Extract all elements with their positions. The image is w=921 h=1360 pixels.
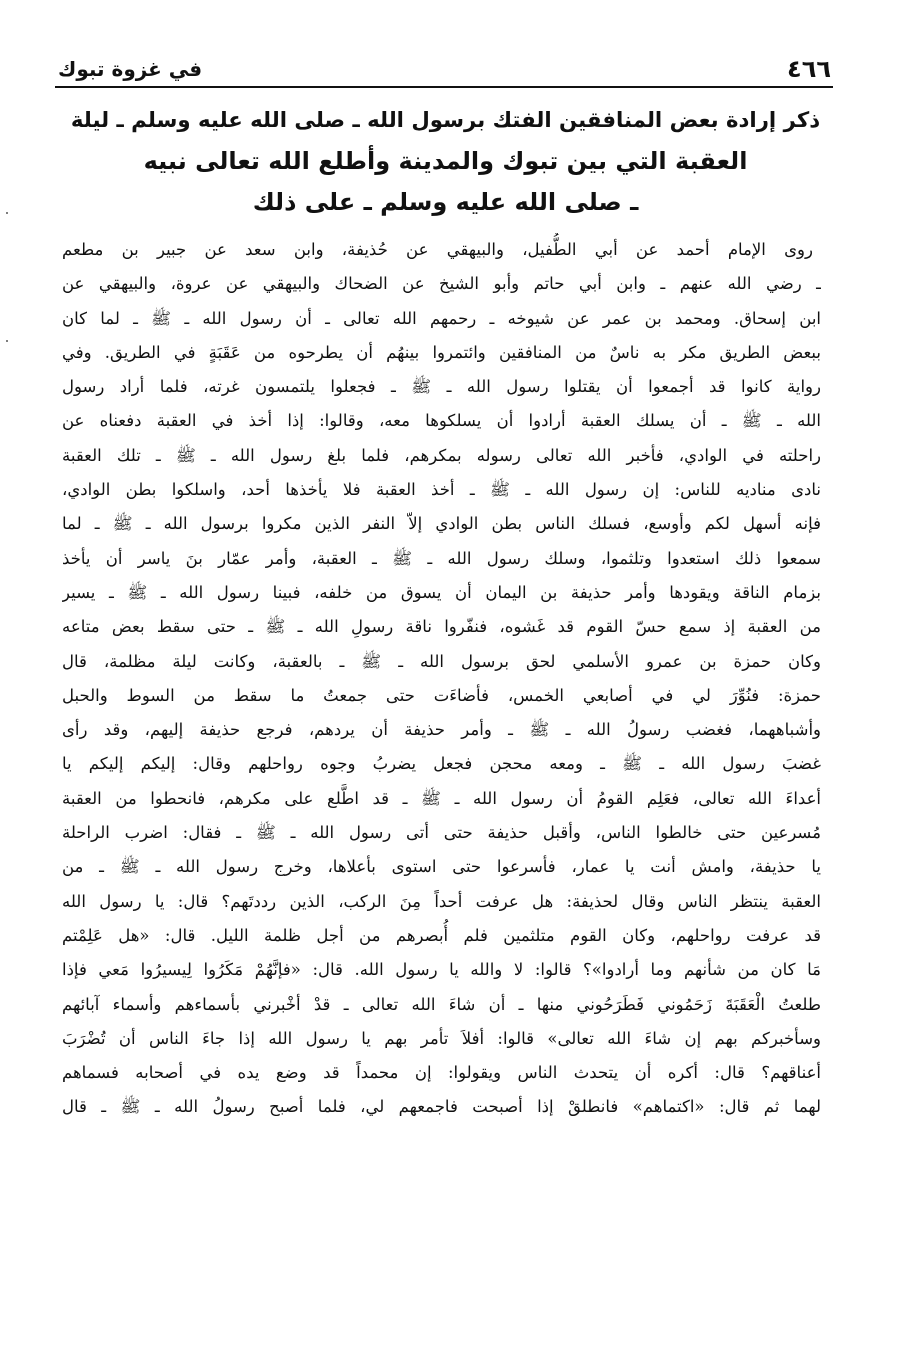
body-line: راحلته في الوادي، فأخبر الله تعالى رسوله بمكرهم، فلما بلغ رسول الله ـ ﷺ ـ تلك العقبة bbox=[62, 445, 821, 465]
chapter-title-line: ذكر إرادة بعض المنافقين الفتك برسول الله ـ صلى الله عليه وسلم ـ ليلة bbox=[70, 108, 821, 133]
body-line: يا حذيفة، وامش أنت يا عمار، فأسرعوا حتى استوى بأعلاها، وخرج رسول الله ـ ﷺ ـ من bbox=[62, 857, 821, 877]
body-line: مَا كان من شأنهم وما أرادوا»؟ قالوا: لا والله يا رسول الله. قال: «فإنَّهُمْ مَكَرُوا لِيسيرُوا مَعي فإذا bbox=[62, 960, 821, 980]
chapter-title-line: ـ صلى الله عليه وسلم ـ على ذلك bbox=[252, 188, 639, 216]
scan-speck bbox=[6, 340, 8, 342]
scan-speck bbox=[6, 212, 8, 214]
body-line: نادى مناديه للناس: إن رسول الله ـ ﷺ ـ أخذ العقبة فلا يأخذها أحد، واسلكوا بطن الوادي، bbox=[62, 480, 821, 500]
body-line: فإنه أسهل لكم وأوسع، فسلك الناس بطن الوادي إلاّ النفر الذين مكروا برسول الله ـ ﷺ ـ لما bbox=[62, 514, 821, 534]
header-rule bbox=[55, 86, 833, 88]
body-line: أعناقهم؟ قال: أكره أن يتحدث الناس ويقولوا: إن محمداً قد وضع يده في أصحابه فسماهم bbox=[62, 1063, 821, 1083]
body-line: حمزة: فنُوِّرَ لي في أصابعي الخمس، فأضاءَت حتى جمعتُ ما سقط من السوط والحبل bbox=[62, 685, 821, 705]
body-line: وكان حمزة بن عمرو الأسلمي لحق برسول الله ـ ﷺ ـ بالعقبة، وكانت ليلة مظلمة، قال bbox=[62, 651, 821, 671]
body-line: مُسرعين حتى خالطوا الناس، وأقبل حذيفة حتى أتى رسول الله ـ ﷺ ـ فقال: اضرب الراحلة bbox=[62, 823, 821, 843]
body-line: الله ـ ﷺ ـ أن يسلك العقبة أرادوا أن يسلكوها معه، وقالوا: إذا أخذ في العقبة دفعناه عن bbox=[62, 411, 821, 431]
body-line: سمعوا ذلك استعدوا وتلثموا، وسلك رسول الله ـ ﷺ ـ العقبة، وأمر عمّار بنَ ياسر أن يأخذ bbox=[62, 548, 821, 568]
body-line: قد عرفت رواحلهم، وكان القوم متلثمين فلم أُبصرهم من أجل ظلمة الليل. قال: «هل عَلِمْتم bbox=[62, 925, 821, 945]
page-number: ٤٦٦ bbox=[787, 55, 831, 83]
body-line: ـ رضي الله عنهم ـ وابن أبي حاتم وأبو الشيخ عن الضحاك والبيهقي عن عروة، والبيهقي عن bbox=[62, 274, 821, 294]
body-line: رواية كانوا قد أجمعوا أن يقتلوا رسول الله ـ ﷺ ـ فجعلوا يلتمسون غرته، فلما أراد رسول bbox=[62, 377, 821, 397]
chapter-title bbox=[70, 100, 821, 223]
body-line: وسأخبركم بهم إن شاءَ الله تعالى» قالوا: أفلاَ تأمر بهم يا رسول الله إذا جاءَ الناس أن تُضْرَبَ bbox=[62, 1028, 821, 1048]
body-line: روى الإمام أحمد عن أبي الطُّفيل، والبيهقي عن حُذيفة، وابن سعد عن جبير بن مطعم bbox=[62, 240, 813, 259]
body-line: العقبة ينتظر الناس وقال لحذيفة: هل عرفت أحداً مِنَ الركب، الذين رددتَهم؟ قال: يا رسول الله bbox=[62, 891, 821, 911]
running-head: في غزوة تبوك bbox=[58, 57, 203, 81]
body-line: أعداءَ الله تعالى، فعَلِم القومُ أن رسول الله ـ ﷺ ـ قد اطَّلع على مكرهم، فانحطوا من العقبة bbox=[62, 788, 821, 808]
body-line: لهما ثم قال: «اكتماهم» فانطلقْ إذا أصبحت فاجمعهم لي، فلما أصبح رسولُ الله ـ ﷺ ـ قال bbox=[62, 1097, 821, 1117]
body-line: طلعتُ الْعَقَبَةَ زَحَمُوني فَطَرَحُوني منها ـ أن شاءَ الله تعالى ـ قدْ أخْبرني بأسماءهم وأسماء آبائهم bbox=[62, 994, 821, 1014]
body-line: وأشباههما، فغضب رسولُ الله ـ ﷺ ـ وأمر حذيفة أن يردهم، فرجع حذيفة إليهم، وقد رأى bbox=[62, 720, 821, 740]
body-text bbox=[62, 233, 821, 1125]
page-header bbox=[58, 44, 831, 84]
body-line: ببعض الطريق مكر به ناسٌ من المنافقين وائتمروا بينهُم أن يطرحوه من عَقَبَةٍ في الطريق. وفي bbox=[62, 342, 821, 362]
body-line: من العقبة إذ سمع حسّ القوم قد غَشوه، فنفّروا ناقة رسولِ الله ـ ﷺ ـ حتى سقط بعض متاعه bbox=[62, 617, 821, 637]
body-line: غضبَ رسول الله ـ ﷺ ـ ومعه محجن فجعل يضربُ وجوه رواحلهم وقال: إليكم إليكم يا bbox=[62, 754, 821, 774]
chapter-title-line: العقبة التي بين تبوك والمدينة وأطلع الله تعالى نبيه bbox=[143, 147, 748, 175]
body-line: بزمام الناقة ويقودها وأمر حذيفة بن اليمان أن يسوق من خلفه، فبينا رسول الله ـ ﷺ ـ يسير bbox=[62, 582, 821, 602]
body-line: ابن إسحاق. ومحمد بن عمر عن شيوخه ـ رحمهم الله تعالى ـ أن رسول الله ـ ﷺ ـ لما كان bbox=[62, 308, 821, 328]
